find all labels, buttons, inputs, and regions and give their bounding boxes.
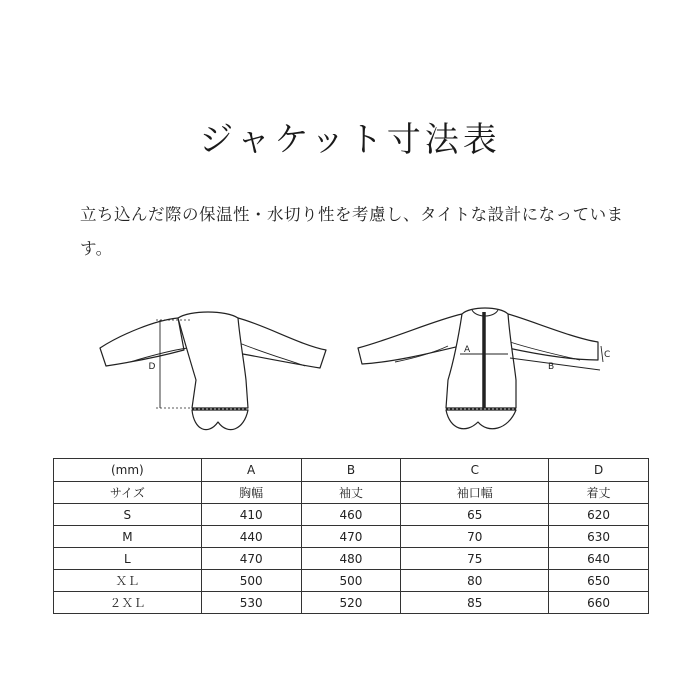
table-cell: 630 [549, 526, 649, 548]
table-cell: 470 [201, 548, 301, 570]
size-table [53, 458, 649, 614]
front-right-sleeve [232, 318, 326, 368]
page-title: ジャケット寸法表 [199, 120, 501, 160]
table-cell: 640 [549, 548, 649, 570]
table-label-cell: 着丈 [549, 482, 649, 504]
a-label: A [464, 345, 471, 355]
back-right-sleeve [508, 314, 598, 360]
table-label-cell: 袖丈 [301, 482, 401, 504]
back-crotch [446, 410, 516, 429]
table-header-cell: D [549, 459, 649, 482]
table-cell: 620 [549, 504, 649, 526]
table-label-row [54, 482, 649, 504]
front-crotch [192, 410, 248, 430]
table-cell: 80 [401, 570, 549, 592]
jacket-diagram [90, 290, 620, 450]
table-header-cell: A [201, 459, 301, 482]
front-body [178, 312, 248, 408]
table-cell: 85 [401, 592, 549, 614]
table-label-cell: 袖口幅 [401, 482, 549, 504]
b-label: B [548, 362, 555, 372]
table-header-cell: C [401, 459, 549, 482]
table-row [54, 504, 649, 526]
table-cell: 660 [549, 592, 649, 614]
size-cell: L [54, 548, 202, 570]
jacket-back-view [358, 308, 603, 429]
table-cell: 460 [301, 504, 401, 526]
table-cell: 75 [401, 548, 549, 570]
jacket-front-view [100, 312, 326, 430]
size-cell: M [54, 526, 202, 548]
table-row [54, 592, 649, 614]
table-cell: 480 [301, 548, 401, 570]
table-cell: 530 [201, 592, 301, 614]
table-cell: 520 [301, 592, 401, 614]
table-cell: 410 [201, 504, 301, 526]
table-row [54, 548, 649, 570]
table-cell: 65 [401, 504, 549, 526]
table-label-cell: 胸幅 [201, 482, 301, 504]
table-cell: 500 [301, 570, 401, 592]
table-header-cell: (mm) [54, 459, 202, 482]
table-cell: 470 [301, 526, 401, 548]
table-row [54, 570, 649, 592]
size-cell: ＸＬ [54, 570, 202, 592]
size-cell: ２ＸＬ [54, 592, 202, 614]
table-label-cell: サイズ [54, 482, 202, 504]
table-cell: 440 [201, 526, 301, 548]
description-text: 立ち込んだ際の保温性・水切り性を考慮し、タイトな設計になっています。 [80, 205, 624, 258]
table-row [54, 526, 649, 548]
c-dimension-line [601, 346, 603, 362]
d-label: D [148, 362, 156, 372]
table-header-row [54, 459, 649, 482]
table-header-cell: B [301, 459, 401, 482]
back-left-sleeve [358, 314, 462, 364]
table-cell: 650 [549, 570, 649, 592]
table-cell: 70 [401, 526, 549, 548]
c-label: C [604, 350, 611, 360]
size-cell: S [54, 504, 202, 526]
table-cell: 500 [201, 570, 301, 592]
